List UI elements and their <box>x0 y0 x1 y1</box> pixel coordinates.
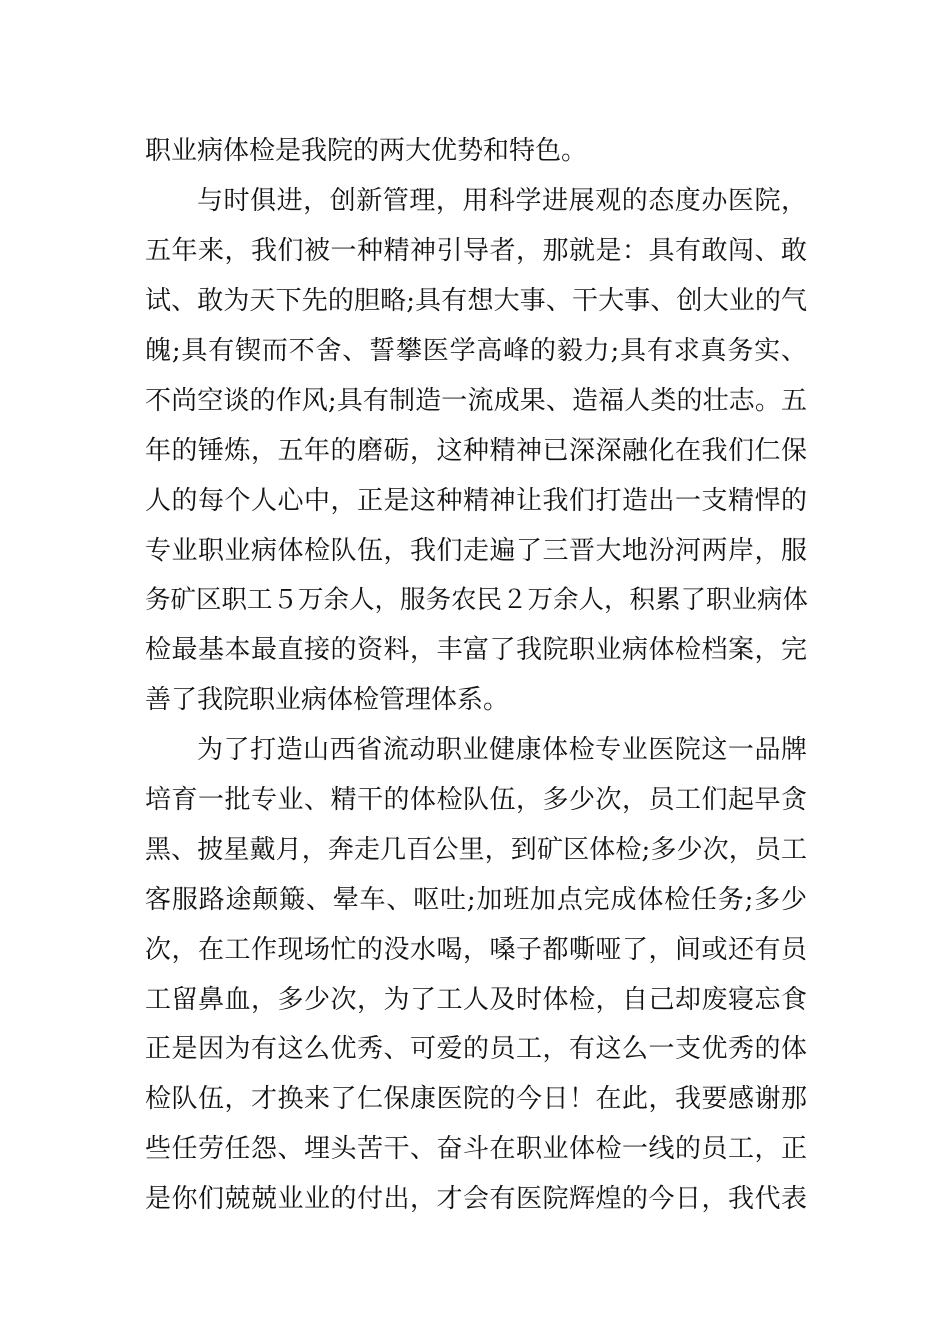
text-line-4: 试、敢为天下先的胆略;具有想大事、干大事、创大业的气 <box>145 286 807 316</box>
text-line-2: 与时俱进，创新管理，用科学进展观的态度办医院， <box>197 186 807 216</box>
text-line-22: 是你们兢兢业业的付出，才会有医院辉煌的今日，我代表 <box>145 1184 807 1214</box>
text-line-13: 为了打造山西省流动职业健康体检专业医院这一品牌 <box>197 735 807 765</box>
text-line-16: 客服路途颠簸、晕车、呕吐;加班加点完成体检任务;多少 <box>145 885 807 915</box>
text-line-8: 人的每个人心中，正是这种精神让我们打造出一支精悍的 <box>145 486 807 516</box>
text-line-15: 黑、披星戴月，奔走几百公里，到矿区体检;多少次，员工 <box>145 835 807 865</box>
text-line-14: 培育一批专业、精干的体检队伍，多少次，员工们起早贪 <box>145 785 807 815</box>
text-line-10: 务矿区职工５万余人，服务农民２万余人，积累了职业病体 <box>145 585 809 615</box>
text-line-7: 年的锤炼，五年的磨砺，这种精神已深深融化在我们仁保 <box>145 436 807 466</box>
text-line-12: 善了我院职业病体检管理体系。 <box>145 685 510 715</box>
text-line-9: 专业职业病体检队伍，我们走遍了三晋大地汾河两岸，服 <box>145 536 807 566</box>
text-line-6: 不尚空谈的作风;具有制造一流成果、造福人类的壮志。五 <box>145 386 807 416</box>
text-line-19: 正是因为有这么优秀、可爱的员工，有这么一支优秀的体 <box>145 1034 807 1064</box>
text-line-11: 检最基本最直接的资料，丰富了我院职业病体检档案，完 <box>145 635 807 665</box>
text-line-3: 五年来，我们被一种精神引导者，那就是：具有敢闯、敢 <box>145 236 807 266</box>
text-line-17: 次，在工作现场忙的没水喝，嗓子都嘶哑了，间或还有员 <box>145 935 807 965</box>
text-line-21: 些任劳任怨、埋头苦干、奋斗在职业体检一线的员工，正 <box>145 1134 807 1164</box>
text-line-5: 魄;具有锲而不舍、誓攀医学高峰的毅力;具有求真务实、 <box>145 336 807 366</box>
text-line-18: 工留鼻血，多少次，为了工人及时体检，自己却废寝忘食 <box>145 985 807 1015</box>
text-line-20: 检队伍，才换来了仁保康医院的今日！在此，我要感谢那 <box>145 1084 807 1114</box>
text-line-1: 职业病体检是我院的两大优势和特色。 <box>145 136 588 166</box>
